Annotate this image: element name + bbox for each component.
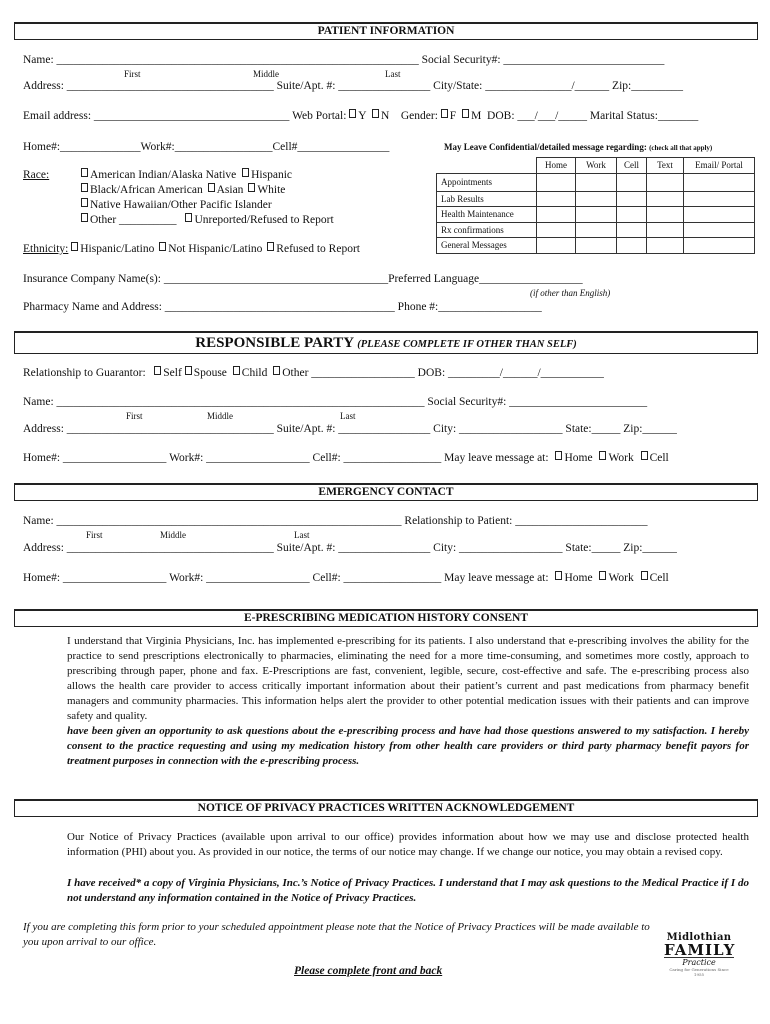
race-american-indian-checkbox[interactable]: [81, 168, 88, 177]
table-cell[interactable]: [576, 222, 617, 238]
caption-first: First: [126, 411, 143, 421]
table-cell[interactable]: [647, 222, 684, 238]
table-cell[interactable]: [684, 173, 755, 191]
race-hispanic-checkbox[interactable]: [242, 168, 249, 177]
rel-child-checkbox[interactable]: [233, 366, 240, 375]
table-cell[interactable]: [537, 207, 576, 223]
insurance-line[interactable]: Insurance Company Name(s): _______________________________________Preferred Language__________________: [23, 273, 583, 285]
col-email-portal: Email/ Portal: [684, 158, 755, 174]
portal-no-checkbox[interactable]: [372, 109, 379, 118]
race-white-checkbox[interactable]: [248, 183, 255, 192]
privacy-header: NOTICE OF PRIVACY PRACTICES WRITTEN ACKNOWLEDGEMENT: [14, 799, 758, 817]
table-cell[interactable]: [576, 173, 617, 191]
table-cell[interactable]: [617, 238, 647, 254]
msg-cell-checkbox[interactable]: [641, 571, 648, 580]
table-cell[interactable]: [537, 173, 576, 191]
race-row-3: Native Hawaiian/Other Pacific Islander: [81, 199, 272, 211]
row-general-messages: General Messages: [437, 238, 537, 254]
table-cell[interactable]: [537, 222, 576, 238]
email-label[interactable]: Email address: __________________________________ Web Portal:: [23, 110, 347, 122]
emergency-contact-header: EMERGENCY CONTACT: [14, 483, 758, 501]
race-other-checkbox[interactable]: [81, 213, 88, 222]
patient-info-header: PATIENT INFORMATION: [14, 22, 758, 40]
race-row-4: Other __________ Unreported/Refused to Report: [81, 214, 334, 226]
rel-self-checkbox[interactable]: [154, 366, 161, 375]
ethnicity-row: Ethnicity: Hispanic/Latino Not Hispanic/Latino Refused to Report: [23, 243, 360, 255]
patient-name-line[interactable]: Name: _______________________________________________________________ Social Security#: ____________________________: [23, 54, 665, 66]
row-appointments: Appointments: [437, 173, 537, 191]
caption-last: Last: [294, 530, 310, 540]
emergency-address-line[interactable]: Address: ____________________________________ Suite/Apt. #: ________________ City: __________________ State:_____ Zip:______: [23, 542, 677, 554]
msg-work-checkbox[interactable]: [599, 571, 606, 580]
dob-marital-field[interactable]: DOB: ___/___/_____ Marital Status:_______: [487, 110, 699, 122]
msg-home-checkbox[interactable]: [555, 571, 562, 580]
table-cell[interactable]: [617, 173, 647, 191]
table-cell[interactable]: [537, 238, 576, 254]
phones-field[interactable]: Home#: __________________ Work#: __________________ Cell#: _________________ May leave message at:: [23, 572, 549, 584]
front-back-note: Please complete front and back: [294, 965, 443, 977]
patient-phones-line[interactable]: Home#:______________Work#:_________________Cell#________________: [23, 141, 390, 153]
privacy-footer-note: If you are completing this form prior to your scheduled appointment please note that the Notice of Privacy Practices will be made available to you upon arrival to our office.: [23, 921, 650, 948]
responsible-party-header: RESPONSIBLE PARTY (PLEASE COMPLETE IF OTHER THAN SELF): [14, 331, 758, 354]
table-cell[interactable]: [647, 207, 684, 223]
race-label: Race:: [23, 169, 50, 181]
race-row-1: American Indian/Alaska Native Hispanic: [81, 169, 292, 181]
col-cell: Cell: [617, 158, 647, 174]
table-cell[interactable]: [617, 191, 647, 207]
col-home: Home: [537, 158, 576, 174]
gender-m-checkbox[interactable]: [462, 109, 469, 118]
table-cell[interactable]: [684, 222, 755, 238]
practice-logo: Midlothian FAMILY Practice Caring for Generations Since 1955: [664, 932, 736, 977]
emergency-name-line[interactable]: Name: ____________________________________________________________ Relationship to Patient: _______________________: [23, 515, 648, 527]
eth-refused-checkbox[interactable]: [267, 242, 274, 251]
guarantor-dob-field[interactable]: DOB: _________/______/___________: [417, 367, 604, 379]
table-cell[interactable]: [617, 207, 647, 223]
race-hawaiian-checkbox[interactable]: [81, 198, 88, 207]
pharmacy-line[interactable]: Pharmacy Name and Address: ________________________________________ Phone #:__________________: [23, 301, 542, 313]
caption-last: Last: [385, 69, 401, 79]
eprescribing-consent: have been given an opportunity to ask questions about the e-prescribing process and have had those questions answered to my satisfaction. I hereby consent to the practice requesting and using my medication history from other health care providers or third party pharmacy benefit payors for treatment purposes in connection with the e-prescribing process.: [67, 725, 749, 767]
guarantor-row: Relationship to Guarantor: Self Spouse Child Other __________________ DOB: _________/______/___________: [23, 367, 604, 379]
caption-middle: Middle: [207, 411, 233, 421]
rel-other-checkbox[interactable]: [273, 366, 280, 375]
relationship-label: Relationship to Guarantor:: [23, 367, 146, 379]
table-cell[interactable]: [684, 238, 755, 254]
caption-first: First: [86, 530, 103, 540]
table-cell[interactable]: [684, 191, 755, 207]
eth-not-hispanic-checkbox[interactable]: [159, 242, 166, 251]
gender-f-checkbox[interactable]: [441, 109, 448, 118]
portal-yes-label: Y: [358, 110, 367, 122]
responsible-address-line[interactable]: Address: ____________________________________ Suite/Apt. #: ________________ City: __________________ State:_____ Zip:______: [23, 423, 677, 435]
table-cell[interactable]: [576, 191, 617, 207]
table-cell[interactable]: [537, 191, 576, 207]
privacy-paragraph: Our Notice of Privacy Practices (available upon arrival to our office) provides information about how we may use and disclose protected health information (PHI) about you. As provided in our notice, the terms of our notice may change. If we change our notice, you may obtain a revised copy.: [67, 831, 749, 858]
caption-first: First: [124, 69, 141, 79]
if-other-note: (if other than English): [530, 288, 611, 298]
eprescribing-header: E-PRESCRIBING MEDICATION HISTORY CONSENT: [14, 609, 758, 627]
responsible-name-line[interactable]: Name: ________________________________________________________________ Social Security#: ________________________: [23, 396, 648, 408]
gender-label: Gender:: [400, 110, 438, 122]
race-unreported-checkbox[interactable]: [185, 213, 192, 222]
privacy-acknowledgement: I have received* a copy of Virginia Physicians, Inc.’s Notice of Privacy Practices. I understand that I may ask questions to the Medical Practice if I do not understand any information contained in the Notice of Privacy Practices.: [67, 877, 749, 904]
table-cell[interactable]: [647, 238, 684, 254]
race-black-checkbox[interactable]: [81, 183, 88, 192]
table-cell[interactable]: [647, 173, 684, 191]
phones-field[interactable]: Home#: __________________ Work#: __________________ Cell#: _________________ May leave message at:: [23, 452, 549, 464]
msg-cell-checkbox[interactable]: [641, 451, 648, 460]
table-cell[interactable]: [617, 222, 647, 238]
table-cell[interactable]: [576, 238, 617, 254]
emergency-phones-line: Home#: __________________ Work#: __________________ Cell#: _________________ May leave message at: Home Work Cell: [23, 572, 669, 584]
confidential-title: May Leave Confidential/detailed message regarding: (check all that apply): [444, 142, 713, 152]
msg-work-checkbox[interactable]: [599, 451, 606, 460]
race-row-2: Black/African American Asian White: [81, 184, 285, 196]
row-health-maintenance: Health Maintenance: [437, 207, 537, 223]
responsible-phones-line: Home#: __________________ Work#: __________________ Cell#: _________________ May leave message at: Home Work Cell: [23, 452, 669, 464]
ethnicity-label: Ethnicity:: [23, 243, 69, 255]
rel-spouse-checkbox[interactable]: [185, 366, 192, 375]
col-work: Work: [576, 158, 617, 174]
table-cell[interactable]: [576, 207, 617, 223]
confidential-message-table: [436, 157, 755, 254]
patient-email-line[interactable]: [23, 110, 698, 122]
caption-middle: Middle: [253, 69, 279, 79]
eprescribing-paragraph: I understand that Virginia Physicians, Inc. has implemented e-prescribing for its patients. I also understand that e-prescribing involves the ability for the practice to send prescriptions electronically to pharmacies, eliminating the need for a more time-consuming, and sometimes more costly, approach to prescribing through paper, phone and fax. E-Prescriptions are fast, convenient, legible, secure, cost-effective and safe. The e-prescribing process also allows the health care provider to access critically important information about their patient’s current and past medications from pharmacy benefit managers and community pharmacies. This information helps alert the provider to other potential medication issues with their patients and can improve safety and quality.: [67, 635, 749, 722]
col-text: Text: [647, 158, 684, 174]
portal-no-label: N: [381, 110, 390, 122]
row-lab-results: Lab Results: [437, 191, 537, 207]
portal-yes-checkbox[interactable]: [349, 109, 356, 118]
corner-cell: [437, 158, 537, 174]
gender-f-label: F: [449, 110, 457, 122]
caption-last: Last: [340, 411, 356, 421]
msg-home-checkbox[interactable]: [555, 451, 562, 460]
table-cell[interactable]: [684, 207, 755, 223]
patient-address-line[interactable]: Address: ____________________________________ Suite/Apt. #: ________________ City/State: _______________/______ Zip:_________: [23, 80, 683, 92]
gender-m-label: M: [471, 110, 482, 122]
race-asian-checkbox[interactable]: [208, 183, 215, 192]
eth-hispanic-checkbox[interactable]: [71, 242, 78, 251]
caption-middle: Middle: [160, 530, 186, 540]
table-cell[interactable]: [647, 191, 684, 207]
row-rx-confirmations: Rx confirmations: [437, 222, 537, 238]
